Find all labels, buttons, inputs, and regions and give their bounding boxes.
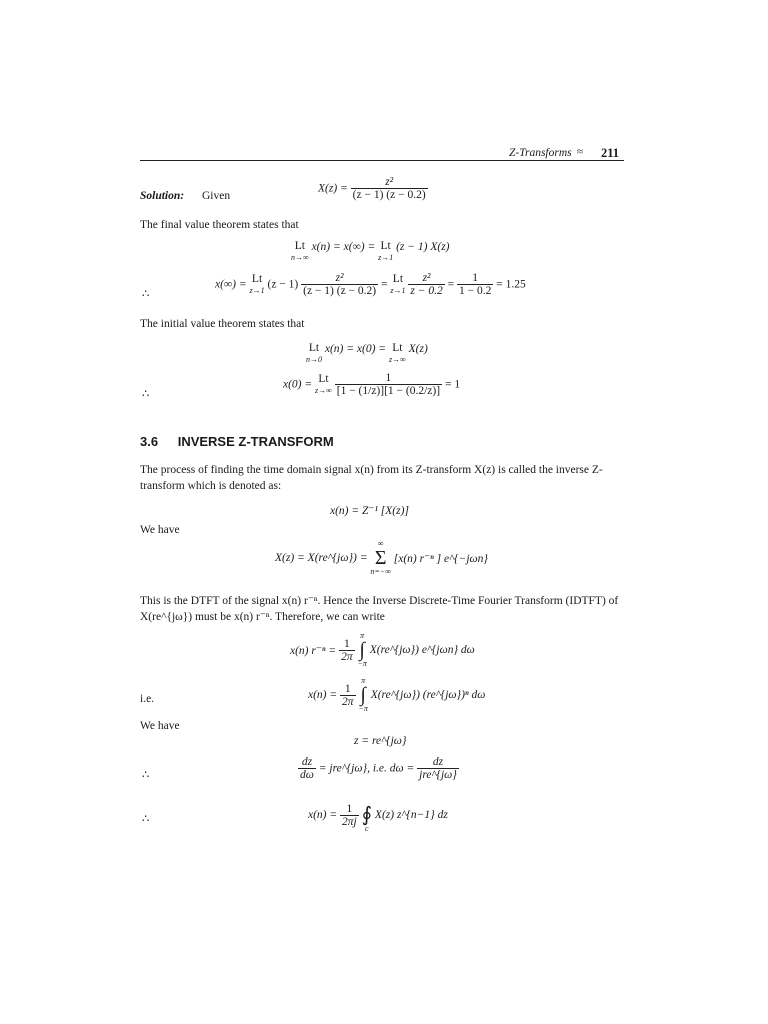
we-have-label: We have [140,720,180,732]
eq-result: = 1 [444,378,461,391]
numerator: 1 [344,682,351,695]
eq-text: X(re^{jω}) e^{jωn} dω [369,644,475,656]
contour-integral-symbol: ∮ [361,804,373,826]
initial-value-result-eq [283,372,460,397]
numerator: z² [422,272,431,284]
eq-text: x(n) = x(0) = [324,343,387,355]
page-number: 211 [601,146,620,160]
fraction [340,683,356,708]
integral-symbol: ∫ [360,684,366,706]
section-paragraph-1: The process of finding the time domain signal x(n) from its Z-transform X(z) is called the inverse Z-transform which is denoted as: [140,464,603,492]
numerator: dz [432,756,444,768]
given-numerator: z² [385,176,394,188]
fraction [298,756,316,781]
therefore-symbol: ∴ [142,388,150,400]
sum-lower: n=−∞ [370,567,391,576]
fraction [417,756,459,781]
section-title: INVERSE Z-TRANSFORM [177,434,334,449]
lt-operator: Lt [380,240,391,252]
eq-text: x(n) = [308,809,338,821]
fraction [339,638,355,663]
we-have-label: We have [140,524,180,536]
solution-label: Solution: [140,190,185,202]
therefore-symbol: ∴ [142,769,150,781]
denominator: 2πj [342,815,357,828]
final-value-theorem-eq [291,241,450,262]
numerator: 1 [346,802,353,815]
final-value-result-eq: x(∞) = Lt z→1 (z − 1) $\frac{\text{z²}}{(z - 1) (z - 0.2)}$ = Lt z→1 $\frac{\text{z²}}{z - 0.2}$ = $\frac{1}{1 - 0.2}$ = 1.25 [215,272,526,297]
section-heading [140,434,334,449]
header-rule [140,160,624,161]
numerator: z² [335,272,344,284]
lt-subscript: z→∞ [315,385,332,395]
int-upper: π [361,676,366,685]
initial-value-theorem-eq [306,343,428,364]
numerator: 1 [343,637,350,650]
dtft-equation [275,540,488,576]
section-number: 3.6 [140,434,159,449]
lt-operator: Lt [294,240,305,252]
eq-text: x(0) = [283,378,313,391]
int-lower: −π [358,704,368,713]
integral [358,677,367,713]
eq-text: x(n) = [308,689,338,701]
z-substitution-eq: z = re^{jω} [354,735,407,747]
fraction [301,272,378,297]
eq-text: = [380,278,388,291]
numerator: dz [301,756,313,768]
therefore-symbol: ∴ [142,813,150,825]
fraction [340,803,359,828]
eq-text: = jre^{jω}, i.e. dω = [318,762,415,775]
lt-operator: Lt [251,273,263,286]
contour-integral [362,797,372,833]
given-equation [318,176,428,201]
eq-text: x(n) = x(∞) = [311,241,376,253]
fraction [408,272,444,297]
sum-upper: ∞ [377,539,384,548]
lt-operator: Lt [392,273,404,286]
lt-operator: Lt [308,342,320,354]
xn-integral-equation [308,677,485,713]
lt-subscript: z→1 [249,285,265,295]
numerator: 1 [472,272,479,284]
integral-symbol: ∫ [359,639,365,661]
given-fraction [351,176,428,201]
fraction [457,272,493,297]
denominator: [1 − (1/z)][1 − (0.2/z)] [336,385,441,397]
ie-label: i.e. [140,693,155,705]
integral [357,632,366,668]
initial-value-intro: The initial value theorem states that [140,318,305,330]
sigma-symbol: Σ [374,547,387,569]
eq-text: X(z) = X(re^{jω}) = [275,552,368,564]
given-lhs: X(z) = [318,182,348,195]
summation [370,540,391,576]
eq-text: X(re^{jω}) (re^{jω})ⁿ dω [370,689,486,701]
therefore-symbol: ∴ [142,288,150,300]
lt-operator: Lt [318,373,329,386]
fraction [335,372,442,397]
idtft-equation [290,632,475,668]
solution-given: Given [202,190,231,202]
differential-equation [298,756,459,781]
lt-subscript: n→∞ [291,252,309,262]
numerator: 1 [385,372,392,384]
denominator: 2π [341,650,353,663]
int-lower: c [365,824,369,833]
int-upper: π [360,631,365,640]
contour-integral-equation [308,797,448,833]
eq-text: x(∞) = [215,278,247,291]
lt-operator: Lt [392,342,403,354]
eq-text: (z − 1) [267,278,299,291]
inverse-z-eq: x(n) = Z⁻¹ [X(z)] [330,505,409,517]
eq-text: X(z) [408,343,428,355]
eq-text: [x(n) r⁻ⁿ ] e^{−jωn} [393,553,489,565]
book-ornament-icon: ≈ [577,146,584,158]
section-paragraph-2: This is the DTFT of the signal x(n) r⁻ⁿ. Hence the Inverse Discrete-Time Fourier Transform (IDTFT) of X(re^{jω}) must be x(n) r⁻ⁿ. Therefore, we can write [140,595,619,623]
lt-subscript: z→∞ [388,354,406,364]
int-lower: −π [357,659,367,668]
lt-subscript: z→1 [378,252,394,262]
eq-text: X(z) z^{n−1} dz [374,809,448,821]
lt-subscript: z→1 [390,285,406,295]
lt-subscript: n→0 [306,354,322,364]
running-title: Z-Transforms [509,147,572,159]
eq-text: x(n) r⁻ⁿ = [290,645,337,657]
denominator: 2π [342,695,354,708]
denominator: dω [300,769,314,781]
eq-result: = 1.25 [496,278,526,291]
denominator: (z − 1) (z − 0.2) [303,285,377,297]
eq-text: (z − 1) X(z) [396,241,450,253]
denominator: z − 0.2 [410,285,443,297]
denominator: jre^{jω} [419,769,457,781]
denominator: 1 − 0.2 [458,285,492,297]
final-value-intro: The final value theorem states that [140,219,299,231]
given-denominator: (z − 1) (z − 0.2) [352,189,426,201]
